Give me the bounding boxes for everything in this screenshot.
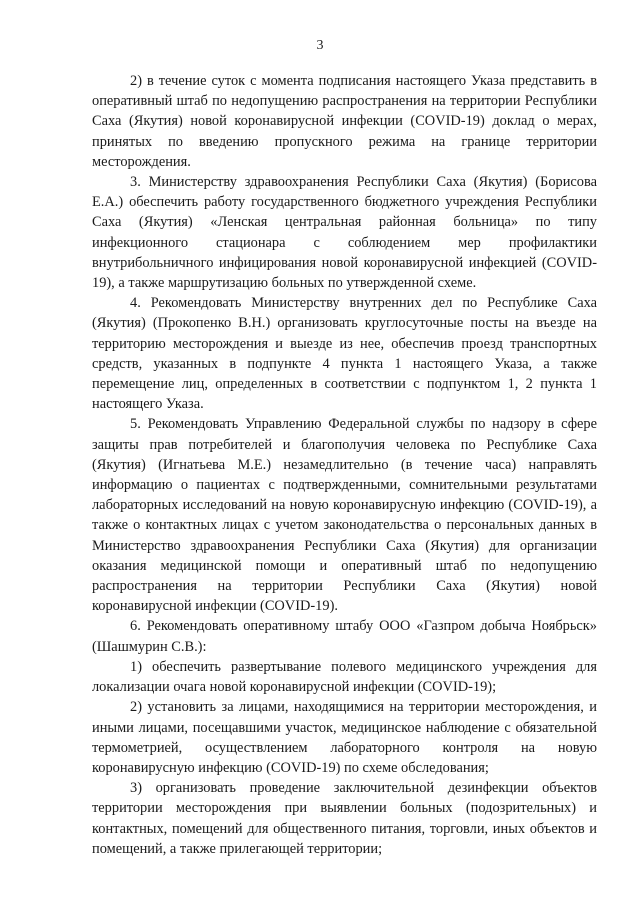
paragraph-item-5: 5. Рекомендовать Управлению Федеральной службы по надзору в сфере защиты прав потребителей и благополучия человека по Республике Саха (Якутия) (Игнатьева М.Е.) незамедлительно (в течение часа) направлять информацию о пациентах с подтвержденными, сомнительными результатами лабораторных исследований на новую коронавирусную инфекцию (COVID-19), а также о контактных лицах с учетом законодательства о персональных данных в Министерство здравоохранения Республики Саха (Якутия) для организации оказания медицинской помощи и оперативный штаб по недопущению распространения на территории Республики Саха (Якутия) новой коронавирусной инфекции (COVID-19). <box>92 416 597 615</box>
paragraph-item-3: 3. Министерству здравоохранения Республики Саха (Якутия) (Борисова Е.А.) обеспечить работу государственного бюджетного учреждения Республики Саха (Якутия) «Ленская центральная районная больница» по типу инфекционного стационара с соблюдением мер профилактики внутрибольничного инфицирования новой коронавирусной инфекцией (COVID-19), а также маршрутизацию больных по утвержденной схеме. <box>92 174 597 292</box>
paragraph-item-6: 6. Рекомендовать оперативному штабу ООО «Газпром добыча Ноябрьск» (Шашмурин С.В.): <box>92 618 597 655</box>
document-body <box>92 71 597 859</box>
page-number: 3 <box>316 38 324 53</box>
paragraph-item-6-1: 1) обеспечить развертывание полевого медицинского учреждения для локализации очага новой коронавирусной инфекции (COVID-19); <box>92 658 597 696</box>
paragraph-item-4: 4. Рекомендовать Министерству внутренних дел по Республике Саха (Якутия) (Прокопенко В.Н.) организовать круглосуточные посты на въезде на территорию месторождения и выезде из нее, обеспечив проезд транспортных средств, указанных в подпункте 4 пункта 1 настоящего Указа, а также перемещение лиц, определенных в соответствии с подпунктом 1, 2 пункта 1 настоящего Указа. <box>92 295 597 413</box>
paragraph-item-6-2: 2) установить за лицами, находящимися на территории месторождения, и иными лицами, посещавшими участок, медицинское наблюдение с обязательной термометрией, осуществлением лабораторного контроля на новую коронавирусную инфекцию (COVID-19) по схеме обследования; <box>92 699 597 776</box>
paragraph-item-6-3: 3) организовать проведение заключительной дезинфекции объектов территории месторождения при выявлении больных (подозрительных) и контактных, помещений для общественного питания, торговли, иных объектов и помещений, а также прилегающей территории; <box>92 780 597 857</box>
paragraph-item-2-2: 2) в течение суток с момента подписания настоящего Указа представить в оперативный штаб по недопущению распространения на территории Республики Саха (Якутия) новой коронавирусной инфекции (COVID-19) доклад о мерах, принятых по введению пропускного режима на границе территории месторождения. <box>92 73 597 170</box>
